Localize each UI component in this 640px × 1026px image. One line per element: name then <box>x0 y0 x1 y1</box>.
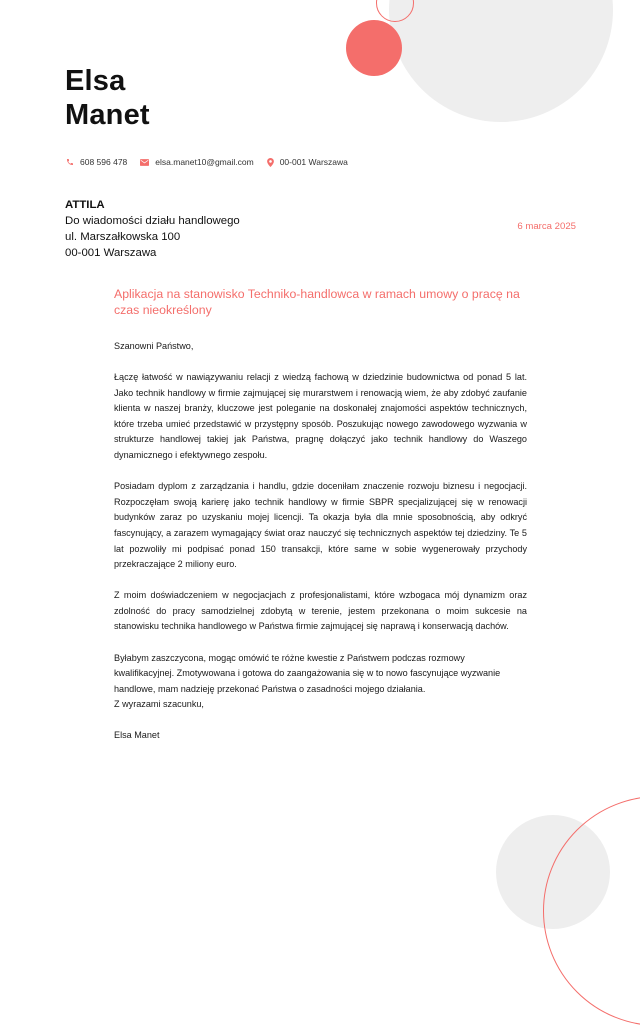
letter-greeting: Szanowni Państwo, <box>114 341 194 351</box>
letter-paragraph-2: Posiadam dyplom z zarządzania i handlu, gdzie doceniłam znaczenie rozwoju biznesu i negocjacji. Rozpoczęłam swoją karierę jako technik handlowy w firmie SBPR specjalizującej się w renowacji budynków zaraz po uzyskaniu mojej licencji. Ta okazja była dla mnie sposobnością, aby odkryć fascynujący, a zarazem wymagający świat oraz nauczyć się technicznych aspektów tej dziedziny. Te 5 lat pozwoliły mi podpisać ponad 150 transakcji, które same w sobie wygenerowały przychody przekraczające 2 miliony euro. <box>114 481 527 570</box>
contact-location <box>267 157 348 167</box>
contact-phone-text: 608 596 478 <box>80 157 128 167</box>
location-pin-icon <box>267 158 274 167</box>
letter-signature: Elsa Manet <box>114 730 160 741</box>
decorative-accent-circle-top <box>346 20 402 76</box>
contact-location-text: 00-001 Warszawa <box>279 157 348 167</box>
letter-body <box>114 339 527 744</box>
decorative-gray-circle-top <box>389 0 613 122</box>
recipient-department: Do wiadomości działu handlowego <box>65 215 240 227</box>
contact-email <box>140 157 253 167</box>
recipient-company: ATTILA <box>65 199 105 211</box>
phone-icon <box>66 158 74 166</box>
letter-date: 6 marca 2025 <box>517 221 576 232</box>
recipient-street: ul. Marszałkowska 100 <box>65 231 181 243</box>
letter-paragraph-4: Byłabym zaszczycona, mogąc omówić te różne kwestie z Państwem podczas rozmowy kwalifikacyjnej. Zmotywowana i gotowa do zaangażowania się w to nowo fascynujące wyzwanie handlowe, mam nadzieję przekonać Państwa o zasadności mojego działania. <box>114 652 501 694</box>
mail-icon <box>140 159 149 166</box>
applicant-last-name: Manet <box>65 99 150 131</box>
letter-paragraph-3: Z moim doświadczeniem w negocjacjach z profesjonalistami, które wzbogaca mój dynamizm oraz zdolność do pracy samodzielnej zdobytą w terenie, jestem przekonana o moim sukcesie na stanowisku technika handlowego w Państwa firmie zajmującej się naprawą i konserwacją dachów. <box>114 590 527 632</box>
applicant-first-name: Elsa <box>65 65 126 97</box>
letter-closing: Z wyrazami szacunku, <box>114 699 204 710</box>
recipient-address <box>65 197 240 261</box>
letter-paragraph-1: Łączę łatwość w nawiązywaniu relacji z wiedzą fachową w dziedzinie budownictwa od ponad 5 lat. Jako technik handlowy w firmie zajmującej się murarstwem i renowacją wiem, że aby zdobyć zaufanie klienta w naszej branży, kluczowe jest poleganie na doskonałej znajomości aspektów technicznych, które trzeba umieć przedstawić w przystępny sposób. Poszukując nowego zawodowego wyzwania w strukturze handlowej takiej jak Państwa, pragnę dołączyć jako technik handlowy do Waszego dynamicznego i efektywnego zespołu. <box>114 372 527 461</box>
contact-line <box>66 155 361 169</box>
applicant-name <box>65 64 150 132</box>
contact-email-text: elsa.manet10@gmail.com <box>155 157 254 167</box>
letter-subject: Aplikacja na stanowisko Techniko-handlowca w ramach umowy o pracę na czas nieokreślony <box>114 287 520 317</box>
recipient-city: 00-001 Warszawa <box>65 247 157 259</box>
contact-phone <box>66 157 127 167</box>
